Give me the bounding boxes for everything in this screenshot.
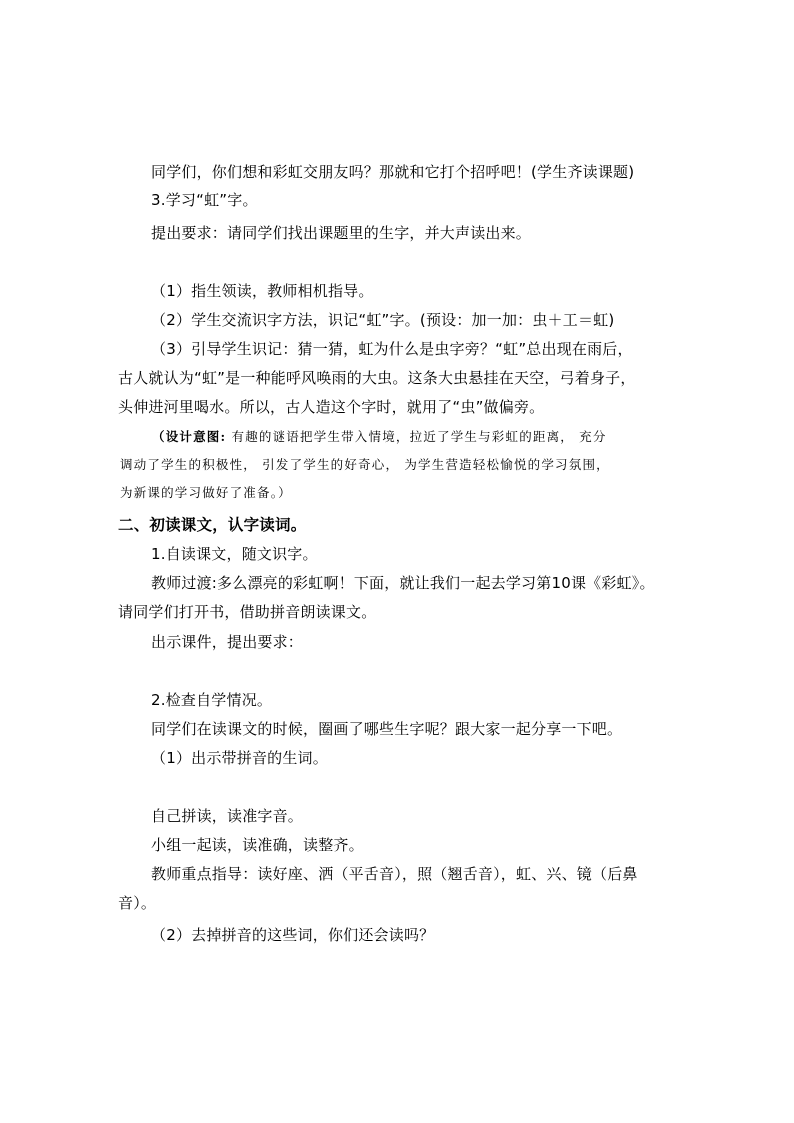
paragraph-radical: 头伸进河里喝水。所以，古人造这个字时，就用了“虫”做偏旁。 xyxy=(118,398,545,416)
paragraph-key-guidance: 教师重点指导：读好座、洒（平舌音），照（翘舌音），虹、兴、镜（后鼻 xyxy=(151,865,638,883)
item-show-pinyin-words: （1）出示带拼音的生词。 xyxy=(151,749,328,767)
paragraph-greeting: 同学们，你们想和彩虹交朋友吗？那就和它打个招呼吧！(学生齐读课题) xyxy=(151,163,635,181)
paragraph-group-reading: 小组一起读，读准确，读整齐。 xyxy=(151,836,364,854)
design-intent-line-2: 调动了学生的积极性， 引发了学生的好奇心， 为学生营造轻松愉悦的学习氛围， xyxy=(120,457,610,472)
section-heading-first-reading: 二、初读课文，认字读词。 xyxy=(118,516,307,534)
design-intent-line-1 xyxy=(152,428,607,446)
paragraph-self-spell: 自己拼读，读准字音。 xyxy=(151,807,304,825)
paragraph-share: 同学们在读课文的时候，圈画了哪些生字呢？跟大家一起分享一下吧。 xyxy=(151,720,623,738)
step-check-study: 2.检查自学情况。 xyxy=(151,691,273,709)
step-self-reading: 1.自读课文，随文识字。 xyxy=(151,545,318,563)
step-learn-hong: 3.学习“虹”字。 xyxy=(151,191,258,209)
item-exchange-method: （2）学生交流识字方法，识记“虹”字。(预设：加一加：虫＋工＝虹) xyxy=(151,311,615,329)
paragraph-ancient-belief: 古人就认为“虹”是一种能呼风唤雨的大虫。这条大虫悬挂在天空，弓着身子， xyxy=(118,369,636,387)
design-intent-text: 有趣的谜语把学生带入情境，拉近了学生与彩虹的距离， 充分 xyxy=(226,429,607,444)
paragraph-requirement: 提出要求：请同学们找出课题里的生字，并大声读出来。 xyxy=(151,224,532,242)
item-guide-memory: （3）引导学生识记：猜一猜，虹为什么是虫字旁？“虹”总出现在雨后， xyxy=(151,340,633,358)
paragraph-open-book: 请同学们打开书，借助拼音朗读课文。 xyxy=(118,603,377,621)
item-lead-reading: （1）指生领读，教师相机指导。 xyxy=(151,282,374,300)
paragraph-transition: 教师过渡:多么漂亮的彩虹啊！下面，就让我们一起去学习第10课《彩虹》。 xyxy=(151,574,655,592)
paragraph-courseware: 出示课件，提出要求： xyxy=(151,633,304,651)
design-intent-label: （设计意图: xyxy=(152,429,227,444)
design-intent-line-3: 为新课的学习做好了准备。） xyxy=(120,485,292,500)
paragraph-key-guidance-cont: 音）。 xyxy=(118,894,157,912)
item-remove-pinyin: （2）去掉拼音的这些词，你们还会读吗？ xyxy=(151,926,435,944)
